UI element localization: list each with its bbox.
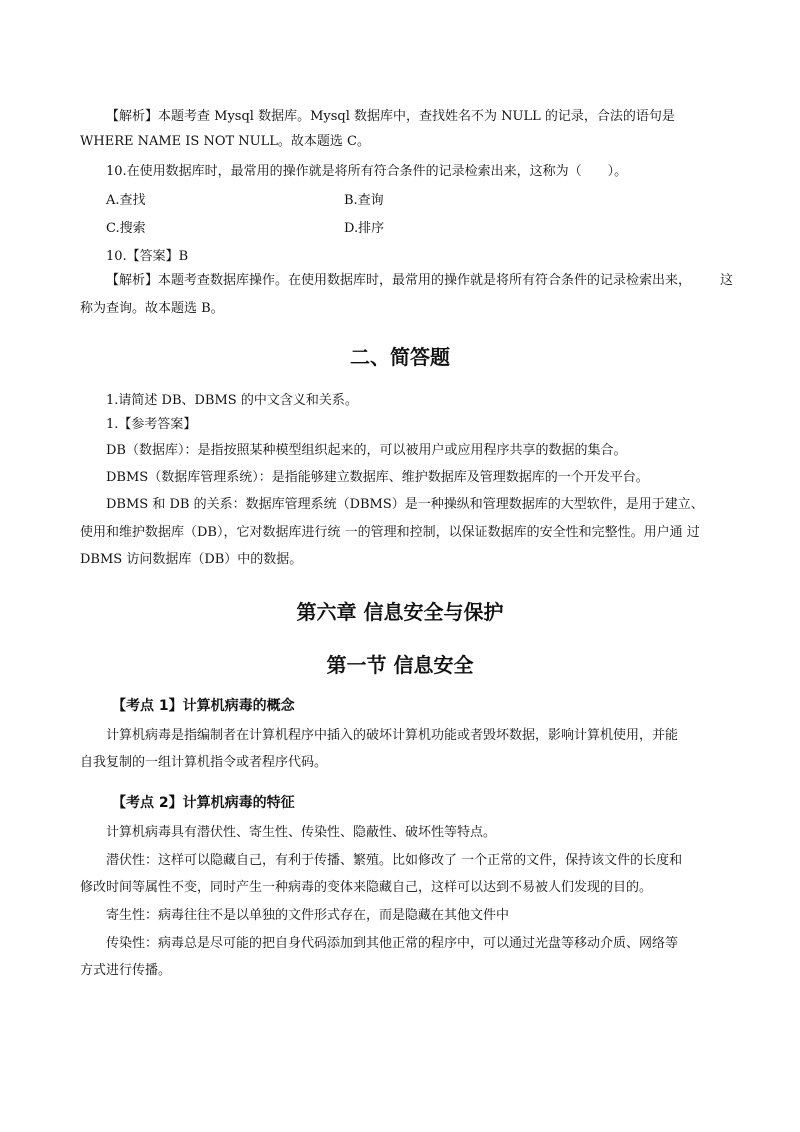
- q10-option-b: B.查询: [344, 193, 384, 208]
- sa-question: 1.请简述 DB、DBMS 的中文含义和关系。: [106, 393, 358, 408]
- q9-analysis-line2: WHERE NAME IS NOT NULL。故本题选 C。: [80, 134, 370, 149]
- point1-heading: 【考点 1】计算机病毒的概念: [112, 698, 295, 714]
- point2-infect-line1: 传染性：病毒总是尽可能的把自身代码添加到其他正常的程序中，可以通过光盘等移动介质、网络等: [106, 936, 679, 951]
- point1-line1: 计算机病毒是指编制者在计算机程序中插入的破坏计算机功能或者毁坏数据，影响计算机使用，并能: [106, 728, 679, 743]
- point2-latent-line2: 修改时间等属性不变，同时产生一种病毒的变体来隐藏自己，这样可以达到不易被人们发现的目的。: [80, 880, 653, 895]
- sa-answer-label: 1.【参考答案】: [106, 417, 197, 432]
- section-heading-short-answer: 二、简答题: [350, 345, 450, 369]
- point2-intro: 计算机病毒具有潜伏性、寄生性、传染性、隐蔽性、破坏性等特点。: [106, 825, 497, 840]
- q10-option-d: D.排序: [344, 221, 385, 236]
- q10-option-c: C.搜索: [106, 221, 146, 236]
- q10-analysis-line1-tail: 这: [720, 273, 734, 288]
- point1-line2: 自我复制的一组计算机指令或者程序代码。: [80, 755, 328, 770]
- q9-analysis-line1: 【解析】本题考查 Mysql 数据库。Mysql 数据库中，查找姓名不为 NULL 的记录，合法的语句是: [106, 109, 675, 124]
- chapter-title: 第六章 信息安全与保护: [296, 600, 504, 624]
- q10-answer: 10.【答案】B: [106, 249, 189, 264]
- point2-heading: 【考点 2】计算机病毒的特征: [112, 795, 295, 811]
- section-title: 第一节 信息安全: [326, 653, 474, 677]
- point2-parasitic: 寄生性：病毒往往不是以单独的文件形式存在，而是隐藏在其他文件中: [106, 908, 510, 923]
- q10-question: 10.在使用数据库时，最常用的操作就是将所有符合条件的记录检索出来，这称为（ ）。: [106, 164, 628, 179]
- sa-relation-line2: 使用和维护数据库（DB），它对数据库进行统 一的管理和控制，以保证数据库的安全性和完整性。用户通 过: [80, 525, 700, 540]
- q10-analysis-line2: 称为查询。故本题选 B。: [80, 301, 224, 316]
- point2-infect-line2: 方式进行传播。: [80, 963, 172, 978]
- sa-relation-line1: DBMS 和 DB 的关系：数据库管理系统（DBMS）是一种操纵和管理数据库的大型软件，是用于建立、: [106, 497, 704, 512]
- sa-dbms-definition: DBMS（数据库管理系统）：是指能够建立数据库、维护数据库及管理数据库的一个开发平台。: [106, 470, 649, 485]
- q10-analysis-line1: 【解析】本题考查数据库操作。在使用数据库时，最常用的操作就是将所有符合条件的记录检索出来，: [106, 273, 692, 288]
- q10-option-a: A.查找: [106, 193, 146, 208]
- point2-latent-line1: 潜伏性：这样可以隐藏自己，有利于传播、繁殖。比如修改了 一个正常的文件，保持该文件的长度和: [106, 853, 683, 868]
- sa-db-definition: DB（数据库）：是指按照某种模型组织起来的，可以被用户或应用程序共享的数据的集合。: [106, 443, 627, 458]
- sa-relation-line3: DBMS 访问数据库（DB）中的数据。: [80, 552, 303, 567]
